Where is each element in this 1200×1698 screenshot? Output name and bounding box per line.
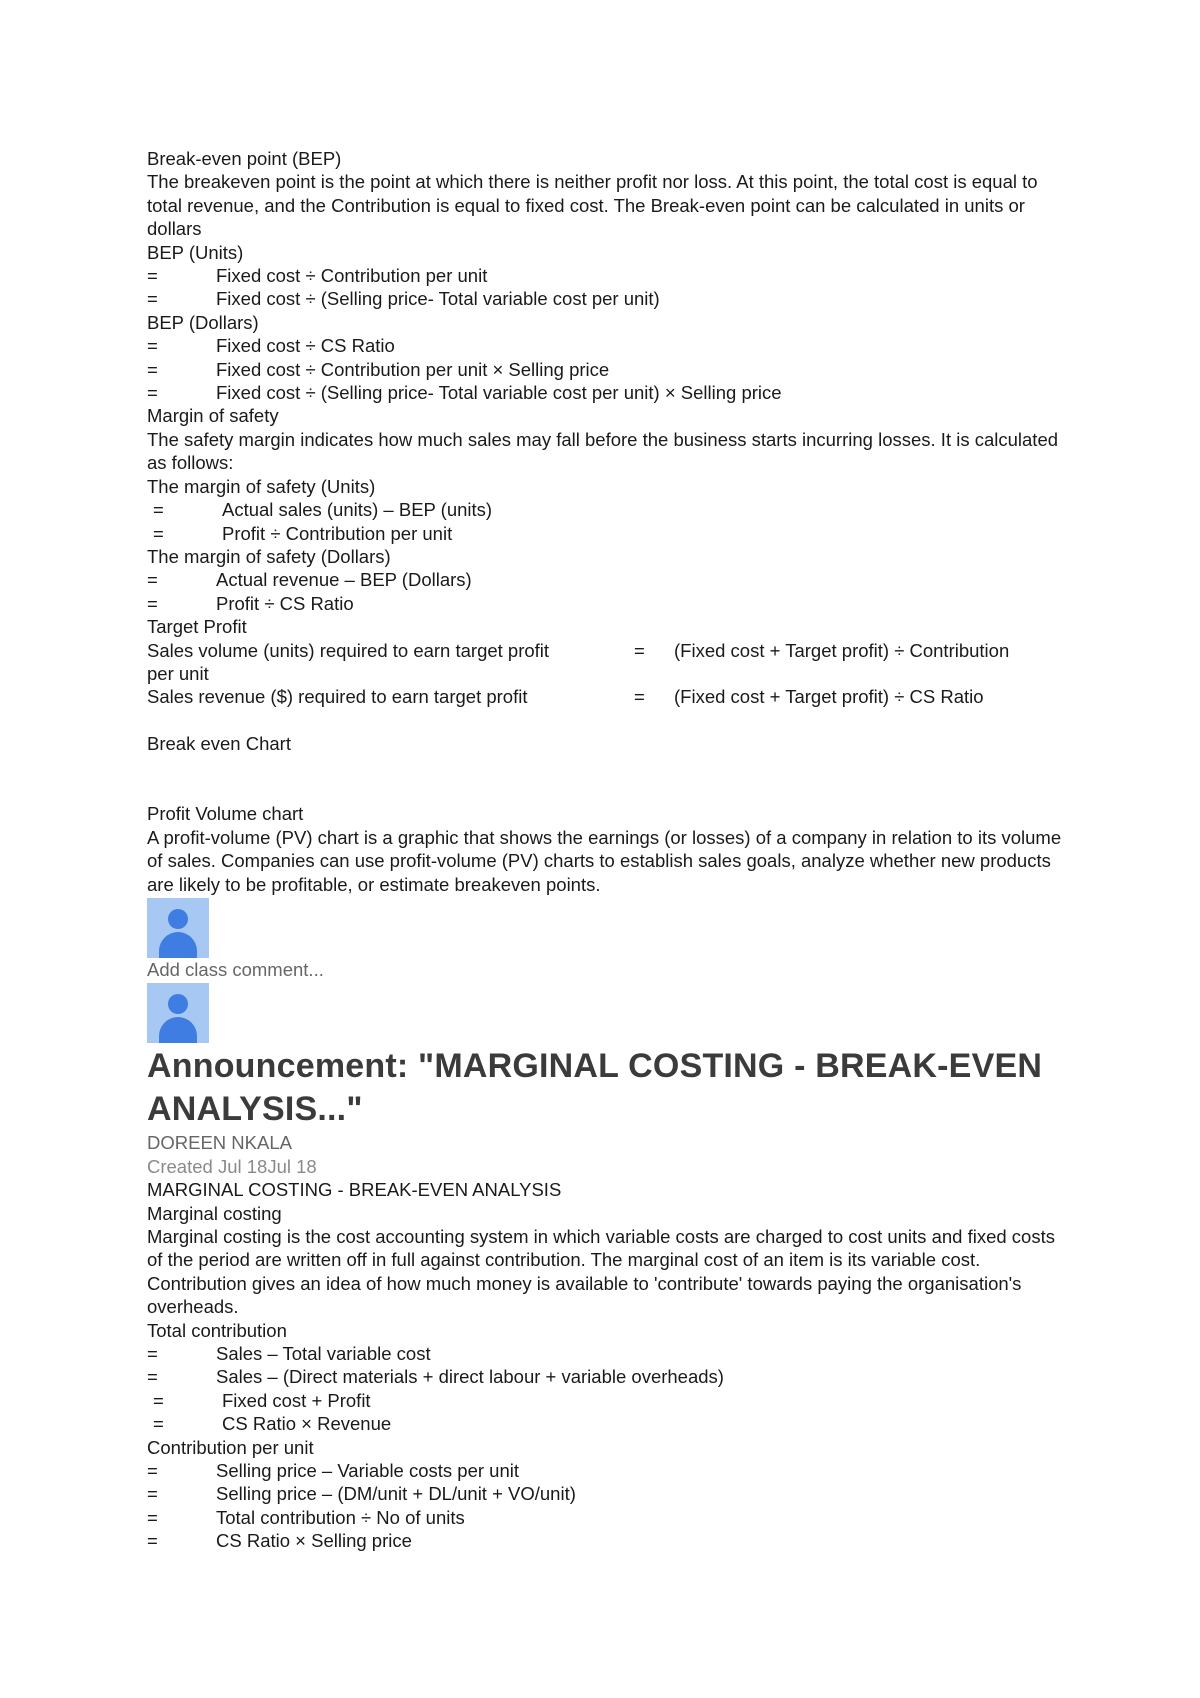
formula-row <box>147 1506 1067 1529</box>
equals-sign: = <box>147 288 158 310</box>
announcement-title[interactable]: Announcement: "MARGINAL COSTING - BREAK-EVEN ANALYSIS..." <box>147 1047 1043 1129</box>
formula-row <box>147 334 1067 357</box>
formula-text: Fixed cost ÷ CS Ratio <box>216 335 395 357</box>
formula-text: Selling price – (DM/unit + DL/unit + VO/unit) <box>216 1483 576 1505</box>
equals-sign: = <box>147 592 158 614</box>
equals-sign: = <box>634 686 645 708</box>
bep-heading: Break-even point (BEP) <box>147 148 342 169</box>
formula-text: Sales – Total variable cost <box>216 1343 431 1365</box>
equals-sign: = <box>147 1460 158 1482</box>
equals-sign: = <box>153 1389 164 1411</box>
equals-sign: = <box>153 499 164 521</box>
mos-intro: The safety margin indicates how much sales may fall before the business starts incurring losses. It is calculated as follows: <box>147 428 1059 474</box>
target-row-continuation: per unit <box>147 662 209 684</box>
formula-text: CS Ratio × Revenue <box>222 1413 392 1435</box>
announcement-subject: MARGINAL COSTING - BREAK-EVEN ANALYSIS <box>147 1179 562 1201</box>
formula-row <box>147 1482 1067 1505</box>
target-row-label: Sales volume (units) required to earn target profit <box>147 639 550 661</box>
contribution-per-unit-heading: Contribution per unit <box>147 1436 314 1458</box>
formula-text: Actual sales (units) – BEP (units) <box>222 499 493 521</box>
formula-row <box>147 592 1067 615</box>
target-row-label: Sales revenue ($) required to earn target profit <box>147 686 528 708</box>
bep-units-heading: BEP (Units) <box>147 241 244 263</box>
announcement-created: Created Jul 18Jul 18 <box>147 1155 317 1177</box>
commenter-avatar <box>147 898 209 958</box>
formula-text: CS Ratio × Selling price <box>216 1530 412 1552</box>
equals-sign: = <box>147 335 158 357</box>
marginal-costing-heading: Marginal costing <box>147 1202 282 1224</box>
mos-dollars-heading: The margin of safety (Dollars) <box>147 545 391 567</box>
formula-text: Selling price – Variable costs per unit <box>216 1460 520 1482</box>
equals-sign: = <box>147 1530 158 1552</box>
formula-row <box>147 568 1067 591</box>
formula-row <box>147 1412 1067 1435</box>
equals-sign: = <box>147 1343 158 1365</box>
person-icon <box>168 909 188 929</box>
spacer <box>147 756 1067 779</box>
marginal-costing-text: Marginal costing is the cost accounting system in which variable costs are charged to cost units and fixed costs of the period are written off in full against contribution. The marginal cost of an item is its variable cost. Contribution gives an idea of how much money is available to 'contribute' towards paying the organisation's overheads. <box>147 1225 1055 1318</box>
document-page <box>147 147 1067 1553</box>
formula-row <box>147 381 1067 404</box>
break-even-chart-heading: Break even Chart <box>147 733 291 755</box>
announcement-author: DOREEN NKALA <box>147 1132 292 1154</box>
pv-chart-heading: Profit Volume chart <box>147 803 304 825</box>
mos-heading: Margin of safety <box>147 405 279 427</box>
mos-units-heading: The margin of safety (Units) <box>147 475 376 497</box>
total-contribution-heading: Total contribution <box>147 1319 287 1341</box>
formula-row <box>147 522 1067 545</box>
target-row-value: (Fixed cost + Target profit) ÷ Contribution <box>674 639 1010 661</box>
target-profit-heading: Target Profit <box>147 616 247 638</box>
formula-text: Sales – (Direct materials + direct labour + variable overheads) <box>216 1366 724 1388</box>
equals-sign: = <box>153 522 164 544</box>
bep-dollars-heading: BEP (Dollars) <box>147 311 259 333</box>
target-row-value: (Fixed cost + Target profit) ÷ CS Ratio <box>674 686 984 708</box>
formula-text: Fixed cost ÷ (Selling price- Total variable cost per unit) <box>216 288 660 310</box>
formula-text: Profit ÷ CS Ratio <box>216 592 354 614</box>
spacer <box>147 709 1067 732</box>
formula-row <box>147 1529 1067 1552</box>
formula-text: Actual revenue – BEP (Dollars) <box>216 569 472 591</box>
formula-row <box>147 498 1067 521</box>
equals-sign: = <box>147 1483 158 1505</box>
formula-row <box>147 1389 1067 1412</box>
formula-text: Fixed cost + Profit <box>222 1389 371 1411</box>
equals-sign: = <box>147 1366 158 1388</box>
formula-text: Total contribution ÷ No of units <box>216 1506 465 1528</box>
formula-row <box>147 264 1067 287</box>
formula-text: Fixed cost ÷ (Selling price- Total variable cost per unit) × Selling price <box>216 382 782 404</box>
equals-sign: = <box>147 358 158 380</box>
formula-row <box>147 1459 1067 1482</box>
equals-sign: = <box>147 382 158 404</box>
equals-sign: = <box>153 1413 164 1435</box>
formula-row <box>147 358 1067 381</box>
equals-sign: = <box>634 639 645 661</box>
person-icon <box>168 994 188 1014</box>
add-class-comment-input[interactable]: Add class comment... <box>147 958 324 980</box>
formula-text: Profit ÷ Contribution per unit <box>222 522 453 544</box>
equals-sign: = <box>147 1506 158 1528</box>
formula-row <box>147 287 1067 310</box>
formula-text: Fixed cost ÷ Contribution per unit <box>216 265 488 287</box>
equals-sign: = <box>147 569 158 591</box>
target-row-volume <box>147 639 1067 662</box>
spacer <box>147 779 1067 802</box>
formula-row <box>147 1365 1067 1388</box>
target-row-revenue <box>147 685 1067 708</box>
author-avatar <box>147 983 209 1043</box>
pv-chart-text: A profit-volume (PV) chart is a graphic that shows the earnings (or losses) of a company in relation to its volume of sales. Companies can use profit-volume (PV) charts to establish sales goals, analyze whether new products are likely to be profitable, or estimate breakeven points. <box>147 826 1062 895</box>
equals-sign: = <box>147 265 158 287</box>
formula-row <box>147 1342 1067 1365</box>
bep-intro: The breakeven point is the point at which there is neither profit nor loss. At this point, the total cost is equal to total revenue, and the Contribution is equal to fixed cost. The Break-even point can be calculated in units or dollars <box>147 171 1038 240</box>
formula-text: Fixed cost ÷ Contribution per unit × Selling price <box>216 358 610 380</box>
